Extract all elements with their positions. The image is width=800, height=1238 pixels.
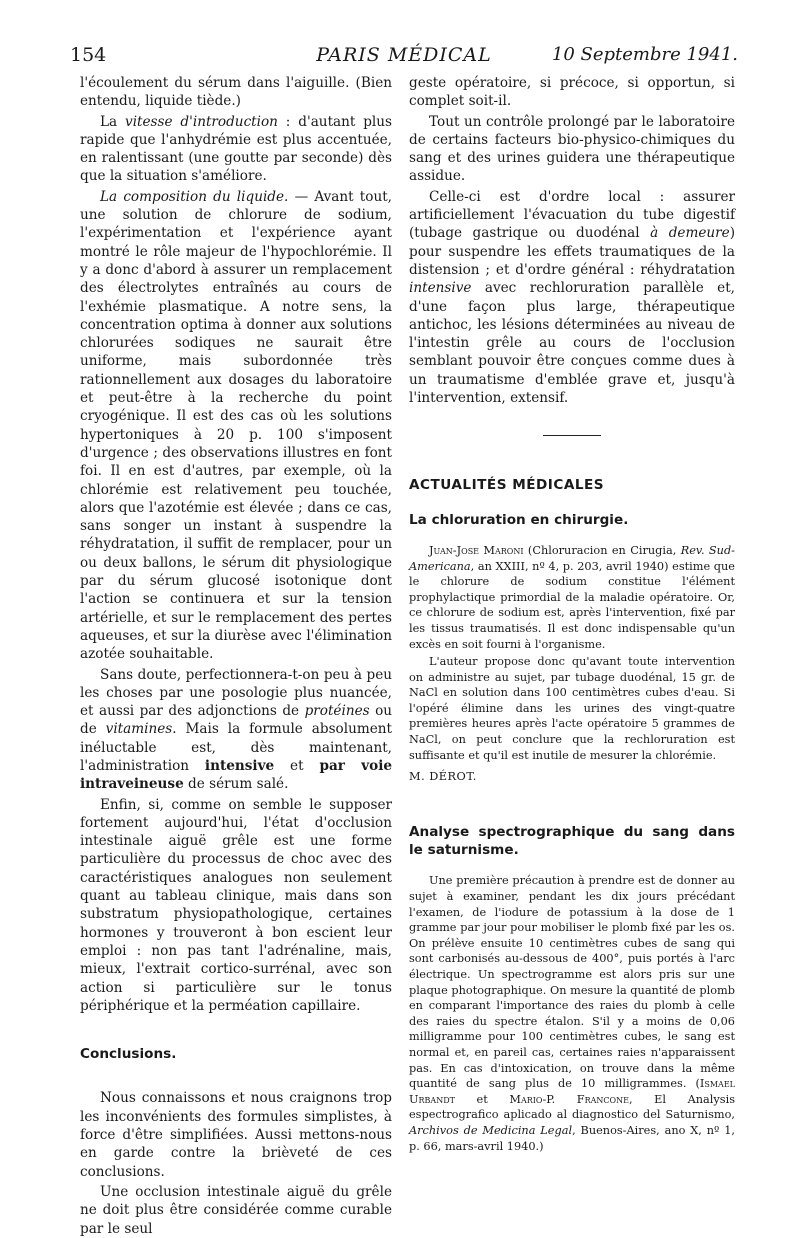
right-column (409, 74, 735, 1154)
paragraph: l'écoulement du sérum dans l'aiguille. (Bien entendu, liquide tiède.) (80, 75, 392, 110)
abstract-saturnisme (409, 873, 735, 1154)
paragraph: Tout un contrôle prolongé par le laboratoire de certains facteurs bio-physico-chimiques du sang et des urines guidera une thérapeutique assidue. (409, 113, 735, 185)
abstract-chloruration (409, 543, 735, 785)
conclusions-heading: Conclusions. (80, 1046, 177, 1063)
emphasis: vitesse d'introduction (125, 113, 278, 130)
author-name: Juan-Jose Maroni (429, 543, 524, 557)
paragraph: La composition du liquide. — Avant tout, une solution de chlorure de sodium, l'expérimentation et l'expérience ayant montré le rôle majeur de l'hypochlorémie. Il y a donc d'abord à assurer un remplacement des électrolytes entraînés au cours de l'exhémie plasmatique. A notre sens, la concentration optima à donner aux solutions chlorurées sodiques ne saurait être uniforme, mais subordonnée très rationnellement aux dosages du laboratoire et peut-être à la recherche du point cryogénique. Il est des cas où les solutions hypertoniques à 20 p. 100 s'imposent d'urgence ; des observations illustres en font foi. Il en est d'autres, par exemple, où la chlorémie est relativement peu touchée, alors que l'azotémie est élevée ; dans ce cas, sans songer un instant à suspendre la réhydratation, il suffit de remplacer, pour un ou deux ballons, le sérum dit physiologique par du sérum glucosé isotonique dont l'action se continuera et sur la tension artérielle, et sur le remplacement des pertes aqueuses, et sur la diurèse avec l'élimination azotée souhaitable. (80, 188, 392, 663)
subsection-heading: Analyse spectrographique du sang dans le saturnisme. (409, 823, 735, 859)
page-number: 154 (70, 44, 107, 66)
paragraph: geste opératoire, si précoce, si opportun, si complet soit-il. (409, 75, 735, 110)
paragraph: Une occlusion intestinale aiguë du grêle ne doit plus être considérée comme curable par le seul (80, 1183, 392, 1237)
emphasis: La composition du liquide. (100, 188, 289, 205)
left-column (80, 74, 392, 1238)
signature: M. DÉROT. (409, 770, 477, 784)
paragraph: Sans doute, perfectionnera-t-on peu à peu les choses par une posologie plus nuancée, et aussi par des adjonctions de protéines ou de vitamines. Mais la formule absolument inéluctable est, dès maintenant, l'administration intensive et par voie intraveineuse de sérum salé. (80, 666, 393, 793)
page-header (70, 44, 738, 68)
paragraph: Enfin, si, comme on semble le supposer fortement aujourd'hui, l'état d'occlusion intestinale aiguë grêle est une forme particulière du processus de choc avec des caractéristiques analogues non seulement quant au tableau clinique, mais dans son substratum physiopathologique, certaines hormones y trouveront à bon escient leur emploi : non pas tant l'adrénaline, mais, mieux, l'extrait cortico-surrénal, avec son action si particulière sur le tonus périphérique et la perméation capillaire. (80, 796, 392, 1014)
journal-title: PARIS MÉDICAL (316, 44, 492, 66)
author-name: Mario-P. Francone (509, 1092, 629, 1106)
author-name: Ismael Urbandt (409, 1077, 735, 1106)
issue-date: 10 Septembre 1941. (551, 44, 738, 65)
paragraph: Une première précaution à prendre est de donner au sujet à examiner, pendant les dix jours précédant l'examen, de l'iodure de potassium à la dose de 1 gramme par jour pour mobiliser le plomb fixé par les os. On prélève ensuite 10 centimètres cubes de sang qui sont carbonisés au-dessous de 400°, puis portés à l'arc électrique. Un spectrogramme est alors pris sur une plaque photographique. On mesure la quantité de plomb en comparant l'importance des raies du plomb à celle des raies du spectre étalon. S'il y a moins de 0,06 milligramme pour 100 centimètres cubes, le sang est normal et, en pareil cas, certaines raies n'apparaissent pas. En cas d'intoxication, on trouve dans la même quantité de sang plus de 10 milligrammes. (Ismael Urbandt et Mario-P. Francone, El Analysis espectrografico aplicado al diagnostico del Saturnismo, Archivos de Medicina Legal, Buenos-Aires, ano X, nº 1, p. 66, mars-avril 1940.) (409, 874, 735, 1153)
subsection-heading: La chloruration en chirurgie. (409, 511, 629, 528)
paragraph: La vitesse d'introduction : d'autant plus rapide que l'anhydrémie est plus accentuée, en ralentissant (une goutte par seconde) dès que la situation s'améliore. (80, 113, 393, 185)
paragraph: Celle-ci est d'ordre local : assurer artificiellement l'évacuation du tube digestif (tubage gastrique ou duodénal à demeure) pour suspendre les effets traumatiques de la distension ; et d'ordre général : réhydratation intensive avec rechloruration parallèle et, d'une façon plus large, thérapeutique antichoc, les lésions déterminées au niveau de l'intestin grêle au cours de l'occlusion semblant pouvoir être conçues comme dues à un traumatisme d'emblée grave et, jusqu'à l'intervention, extensif. (409, 188, 735, 407)
section-title: ACTUALITÉS MÉDICALES (409, 477, 605, 494)
paragraph: Nous connaissons et nous craignons trop les inconvénients des formules simplistes, à force d'être simplifiées. Aussi mettons-nous en garde contre la brièveté de ces conclusions. (80, 1090, 392, 1180)
paragraph: Juan-Jose Maroni (Chloruracion en Cirugia, Rev. Sud-Americana, an XXIII, nº 4, p. 203, avril 1940) estime que le chlorure de sodium constitue l'élément prophylactique primordial de la maladie opératoire. Or, ce chlorure de sodium est, après l'intervention, fixé par les tissus traumatisés. Il est donc indispensable qu'un excès en soit fourni à l'organisme. (409, 543, 735, 651)
paragraph: L'auteur propose donc qu'avant toute intervention on administre au sujet, par tubage duodénal, 15 gr. de NaCl en solution dans 100 centimètres cubes d'eau. Si l'opéré élimine dans les urines des vingt-quatre premières heures après l'acte opératoire 5 grammes de NaCl, on peut conclure que la rechloruration est suffisante et qu'il est inutile de mesurer la chlorémie. (409, 655, 735, 762)
